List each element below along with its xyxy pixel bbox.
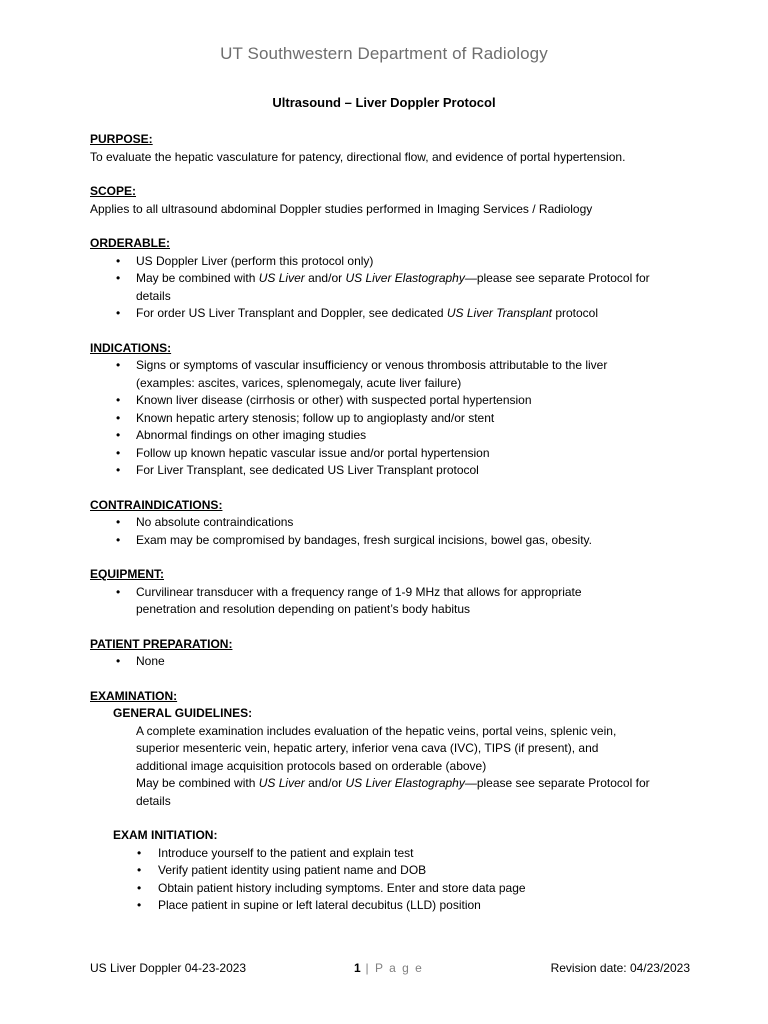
- list-item: • For order US Liver Transplant and Doppler, see dedicated US Liver Transplant protocol: [90, 305, 690, 323]
- exam-initiation-heading: EXAM INITIATION:: [113, 828, 218, 842]
- document-body: [90, 131, 690, 932]
- list-item: • No absolute contraindications: [90, 514, 690, 532]
- list-item: • Introduce yourself to the patient and explain test: [90, 845, 690, 863]
- bullet-icon: •: [137, 898, 142, 912]
- page-number: 1 | P a g e: [354, 961, 424, 975]
- page-header: UT Southwestern Department of Radiology: [220, 44, 548, 63]
- contraindications-heading: CONTRAINDICATIONS:: [90, 497, 223, 512]
- contraindications-section: [90, 497, 690, 550]
- list-item: • None: [90, 653, 690, 671]
- list-item: • Signs or symptoms of vascular insufficiency or venous thrombosis attributable to the liver (examples: ascites, varices, splenomegaly, acute liver failure): [116, 358, 608, 390]
- general-guidelines-text: A complete examination includes evaluation of the hepatic veins, portal veins, splenic vein, superior mesenteric vein, hepatic artery, inferior vena cava (IVC), TIPS (if present), and additional image acquisition protocols based on orderable (above) May be combined with US Liver and/or US Liver Elastography—please see separate Protocol for details: [136, 723, 650, 808]
- bullet-icon: •: [116, 445, 121, 460]
- patient-preparation-list: [90, 653, 690, 671]
- examination-heading: EXAMINATION:: [90, 688, 178, 703]
- equipment-heading: EQUIPMENT:: [90, 567, 165, 581]
- bullet-icon: •: [116, 306, 121, 320]
- list-item: • Abnormal findings on other imaging studies: [90, 427, 690, 445]
- bullet-icon: •: [137, 880, 142, 895]
- list-item: • May be combined with US Liver and/or US Liver Elastography—please see separate Protocol for details: [116, 271, 650, 303]
- equipment-section: [90, 566, 690, 619]
- patient-preparation-heading: PATIENT PREPARATION:: [90, 636, 233, 651]
- bullet-icon: •: [116, 271, 121, 285]
- bullet-icon: •: [116, 410, 121, 425]
- purpose-section: [90, 131, 690, 166]
- list-item: • US Doppler Liver (perform this protocol only): [90, 253, 690, 271]
- list-item: • For Liver Transplant, see dedicated US Liver Transplant protocol: [90, 462, 690, 480]
- footer-document-name: US Liver Doppler 04-23-2023: [90, 961, 247, 975]
- bullet-icon: •: [116, 532, 121, 547]
- list-item: • Curvilinear transducer with a frequency range of 1-9 MHz that allows for appropriate penetration and resolution depending on patient’s body habitus: [116, 584, 582, 616]
- bullet-icon: •: [116, 253, 121, 268]
- bullet-icon: •: [116, 584, 121, 599]
- list-item: • Known liver disease (cirrhosis or other) with suspected portal hypertension: [90, 392, 690, 410]
- examination-section: [90, 688, 690, 915]
- bullet-icon: •: [137, 863, 142, 877]
- purpose-heading: PURPOSE:: [90, 132, 153, 146]
- scope-section: [90, 183, 690, 218]
- bullet-icon: •: [137, 845, 142, 860]
- bullet-icon: •: [116, 463, 121, 477]
- list-item: • Known hepatic artery stenosis; follow up to angioplasty and/or stent: [90, 410, 690, 428]
- list-item: • Exam may be compromised by bandages, fresh surgical incisions, bowel gas, obesity.: [90, 532, 690, 550]
- orderable-heading: ORDERABLE:: [90, 236, 170, 250]
- bullet-icon: •: [116, 358, 121, 372]
- contraindications-list: [90, 514, 690, 549]
- list-item: • Follow up known hepatic vascular issue and/or portal hypertension: [90, 445, 690, 463]
- general-guidelines-heading: GENERAL GUIDELINES:: [113, 706, 253, 720]
- bullet-icon: •: [116, 393, 121, 407]
- indications-list: [90, 357, 690, 480]
- orderable-section: [90, 235, 690, 323]
- equipment-list: [90, 584, 690, 619]
- list-item: • Verify patient identity using patient name and DOB: [90, 862, 690, 880]
- bullet-icon: •: [116, 654, 121, 668]
- patient-preparation-section: [90, 636, 690, 671]
- purpose-text: To evaluate the hepatic vasculature for patency, directional flow, and evidence of portal hypertension.: [90, 149, 626, 164]
- indications-section: [90, 340, 690, 480]
- list-item: • Obtain patient history including symptoms. Enter and store data page: [90, 880, 690, 898]
- scope-heading: SCOPE:: [90, 184, 137, 198]
- bullet-icon: •: [116, 515, 121, 529]
- list-item: • Place patient in supine or left lateral decubitus (LLD) position: [90, 897, 690, 915]
- orderable-list: [90, 253, 690, 323]
- bullet-icon: •: [116, 428, 121, 442]
- footer-revision-date: Revision date: 04/23/2023: [550, 961, 690, 975]
- indications-heading: INDICATIONS:: [90, 340, 172, 355]
- document-title: Ultrasound – Liver Doppler Protocol: [272, 95, 496, 110]
- scope-text: Applies to all ultrasound abdominal Doppler studies performed in Imaging Services / Radiology: [90, 201, 593, 216]
- exam-initiation-list: [90, 845, 690, 915]
